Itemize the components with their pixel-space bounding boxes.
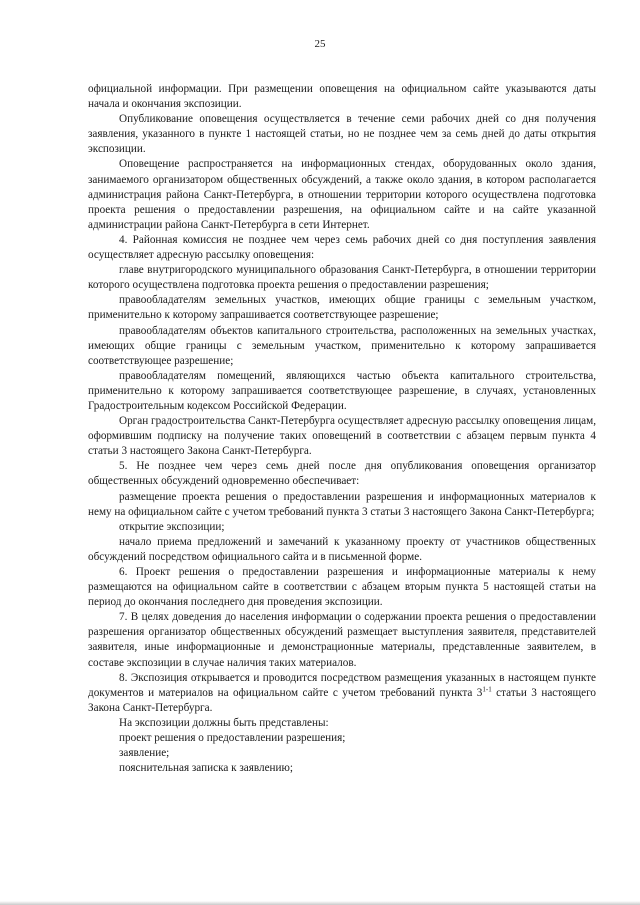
page-number: 25 bbox=[314, 38, 326, 50]
list-intro: На экспозиции должны быть представлены: bbox=[119, 716, 329, 729]
paragraph: правообладателям земельных участков, имеющих общие границы с земельным участком, применительно к которому запрашивается соответствующее разрешение; bbox=[88, 294, 596, 322]
paragraph: 7. В целях доведения до населения информации о содержании проекта решения о предоставлении разрешения организатор общественных обсуждений размещает выступления заявителя, представителей заявителя, иные информационные и демонстрационные материалы, представленные заявителем, в составе экспозиции в случае наличия таких материалов. bbox=[88, 611, 596, 669]
paragraph: Оповещение распространяется на информационных стендах, оборудованных около здания, занимаемого организатором общественных обсуждений, а также около здания, в котором располагается администрация района Санкт-Петербурга, в отношении территории которого осуществлена подготовка проекта решения о предоставлении разрешения, на официальном сайте и на сайте указанной администрации района Санкт-Петербурга в сети Интернет. bbox=[88, 158, 596, 231]
paragraph: правообладателям помещений, являющихся частью объекта капитального строительства, применительно к которому запрашивается соответствующее разрешение, в случаях, установленных Градостроительным кодексом Российской Федерации. bbox=[88, 369, 596, 412]
paragraph: 4. Районная комиссия не позднее чем через семь рабочих дней со дня поступления заявления осуществляет адресную рассылку оповещения: bbox=[88, 233, 596, 262]
paragraph: 6. Проект решения о предоставлении разрешения и информационные материалы к нему размещаются на официальном сайте в соответствии с абзацем вторым пункта 5 настоящей статьи на период до окончания последнего дня проведения экспозиции. bbox=[88, 566, 596, 609]
paragraph: размещение проекта решения о предоставлении разрешения и информационных материалов к нему на официальном сайте с учетом требований пункта 3 статьи 3 настоящего Закона Санкт-Петербурга; bbox=[88, 490, 596, 518]
paragraph: Опубликование оповещения осуществляется в течение семи рабочих дней со дня получения заявления, указанного в пункте 1 настоящей статьи, но не позднее чем за семь дней до даты открытия экспозиции. bbox=[88, 113, 596, 156]
paragraph: официальной информации. При размещении оповещения на официальном сайте указываются даты начала и окончания экспозиции. bbox=[88, 83, 596, 111]
paragraph: правообладателям объектов капитального строительства, расположенных на земельных участках, имеющих общие границы с земельным участком, применительно к которому запрашивается соответствующее разрешение; bbox=[88, 324, 596, 367]
paragraph: главе внутригородского муниципального образования Санкт-Петербурга, в отношении территории которого осуществлена подготовка проекта решения о предоставлении разрешения; bbox=[88, 264, 596, 292]
list-item: пояснительная записка к заявлению; bbox=[119, 762, 293, 775]
paragraph: 5. Не позднее чем через семь дней после дня опубликования оповещения организатор общественных обсуждений одновременно обеспечивает: bbox=[88, 460, 596, 488]
scan-bottom-edge bbox=[0, 901, 640, 905]
paragraph-8-text-end: статьи 3 настоящего Закона Санкт-Петербурга. bbox=[88, 686, 596, 714]
list-item: заявление; bbox=[119, 747, 170, 760]
document-body bbox=[88, 82, 596, 776]
paragraph: начало приема предложений и замечаний к указанному проекту от участников общественных обсуждений посредством официального сайта и в письменной форме. bbox=[88, 535, 596, 563]
list-item: проект решения о предоставлении разрешения; bbox=[119, 732, 346, 745]
paragraph-8-text: 8. Экспозиция открывается и проводится посредством размещения указанных в настоящем пункте документов и материалов на официальном сайте с учетом требований пункта 3 bbox=[88, 671, 596, 699]
paragraph: открытие экспозиции; bbox=[119, 520, 225, 533]
paragraph-8 bbox=[88, 671, 596, 716]
paragraph: Орган градостроительства Санкт-Петербурга осуществляет адресную рассылку оповещения лицам, оформившим подписку на получение таких оповещений в соответствии с абзацем первым пункта 4 статьи 3 настоящего Закона Санкт-Петербурга. bbox=[88, 415, 597, 458]
superscript: 1-1 bbox=[482, 685, 492, 694]
